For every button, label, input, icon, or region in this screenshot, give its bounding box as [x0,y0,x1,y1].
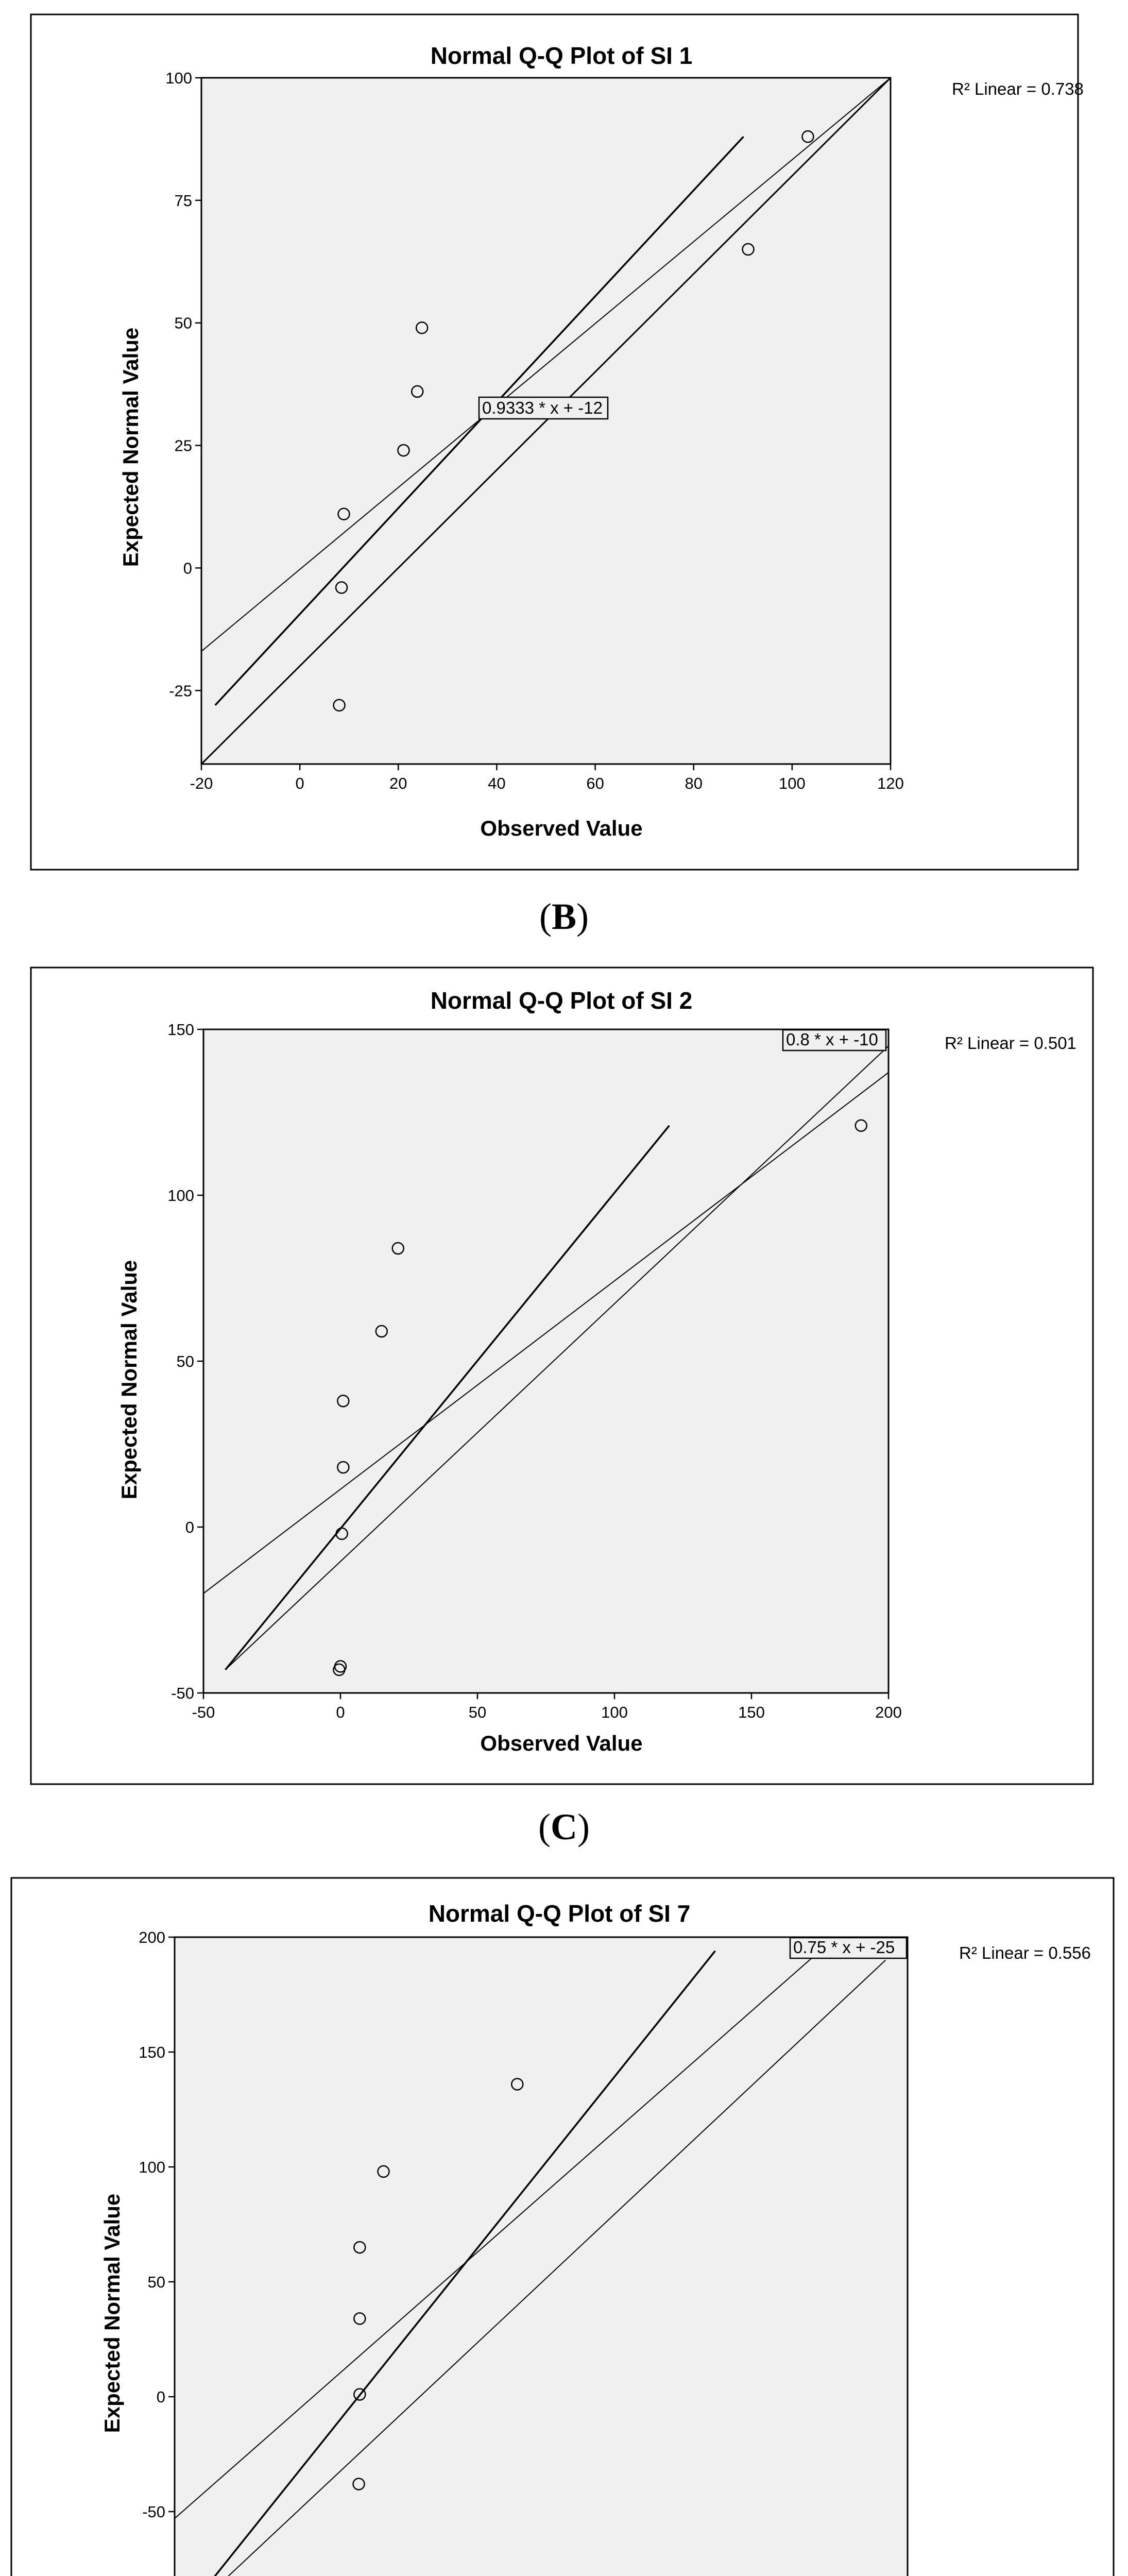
x-tick-label: 120 [877,774,904,792]
x-tick-label: 40 [488,774,506,792]
y-tick-label: 150 [139,2043,165,2061]
y-axis-label: Expected Normal Value [117,1260,141,1500]
y-tick-label: 50 [174,314,192,332]
y-tick-label: 200 [139,1928,165,1946]
x-tick-label: 50 [468,1703,487,1721]
x-tick-label: 100 [601,1703,628,1721]
r2-label: R² Linear = 0.556 [959,1943,1091,1962]
equation-label: 0.75 * x + -25 [793,1938,895,1957]
y-tick-label: -50 [171,1684,194,1702]
caption-c: (C) [538,1806,590,1848]
y-tick-label: 75 [174,191,192,210]
y-tick-label: 50 [147,2273,165,2291]
y-tick-label: 100 [167,1187,194,1205]
r2-label: R² Linear = 0.501 [945,1033,1076,1053]
x-tick-label: 0 [336,1703,345,1721]
x-tick-label: 80 [685,774,703,792]
y-tick-label: 50 [176,1352,194,1370]
y-tick-label: 25 [174,436,192,455]
x-tick-label: 20 [389,774,407,792]
qq-chart-si1 [31,14,1100,870]
x-tick-label: 0 [295,774,304,792]
y-tick-label: 100 [139,2158,165,2176]
x-tick-label: 150 [738,1703,765,1721]
r2-label: R² Linear = 0.738 [952,79,1084,98]
chart-title: Normal Q-Q Plot of SI 1 [430,42,693,69]
x-tick-label: -50 [192,1703,215,1721]
x-axis-label: Observed Value [480,1731,643,1755]
plot-area [175,1937,908,2576]
chart-title: Normal Q-Q Plot of SI 2 [430,987,693,1014]
y-axis-label: Expected Normal Value [118,327,143,567]
y-tick-label: -50 [142,2503,165,2521]
equation-label: 0.8 * x + -10 [786,1030,878,1049]
y-tick-label: 150 [167,1021,194,1039]
qq-panel-c [31,968,1100,1784]
y-axis-label: Expected Normal Value [100,2193,124,2433]
qq-panel-d [11,1878,1116,2576]
qq-panel-b [31,14,1100,870]
y-tick-label: 100 [165,69,192,87]
y-tick-label: 0 [183,559,192,578]
y-tick-label: -25 [169,682,192,700]
y-tick-label: 0 [185,1518,194,1536]
y-tick-label: 0 [156,2388,165,2406]
caption-b: (B) [539,896,589,937]
x-tick-label: -20 [190,774,213,792]
x-tick-label: 200 [875,1703,902,1721]
x-axis-label: Observed Value [480,816,643,840]
x-tick-label: 100 [778,774,806,792]
qq-chart-si2 [31,968,1100,1784]
qq-chart-si7 [11,1878,1116,2576]
equation-label: 0.9333 * x + -12 [482,398,603,417]
chart-title: Normal Q-Q Plot of SI 7 [428,1900,691,1927]
x-tick-label: 60 [586,774,604,792]
